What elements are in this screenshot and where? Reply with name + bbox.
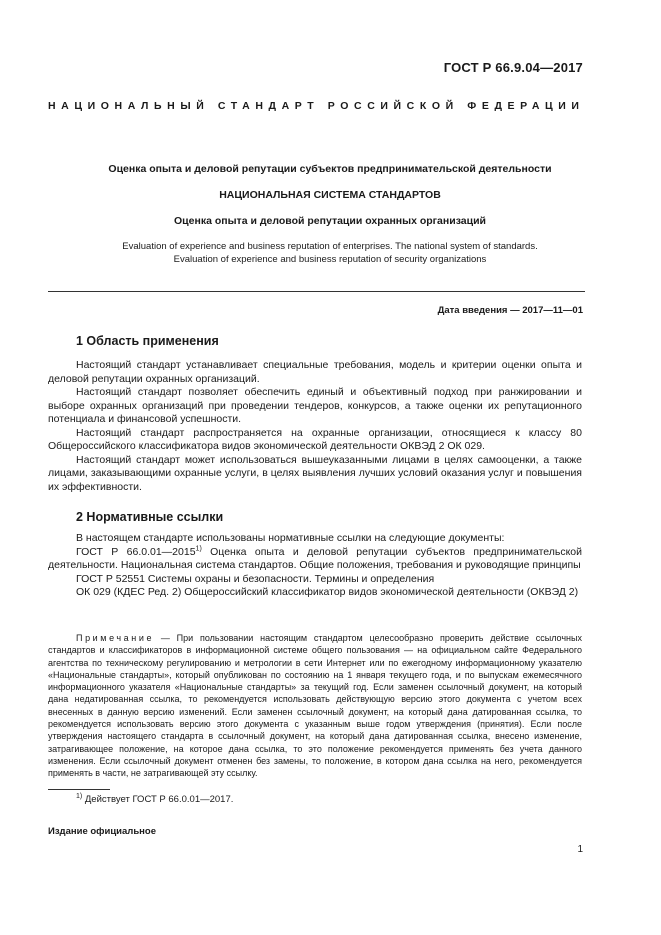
section-1-paragraph: Настоящий стандарт распространяется на охранные организации, относящиеся к классу 80 Общероссийского классификатора видов экономической деятельности ОКВЭД 2 ОК 029. [48,426,582,452]
note-block [48,632,582,780]
section-1-paragraph: Настоящий стандарт может использоваться вышеуказанными лицами в целях самооценки, а также лицами, заказывающими охранные услуги, в целях выявления лучших условий оказания услуг и повышения их эффективности. [48,453,582,493]
system-title: НАЦИОНАЛЬНАЯ СИСТЕМА СТАНДАРТОВ [219,189,441,201]
reference-item: ГОСТ Р 52551 Системы охраны и безопасности. Термины и определения [76,572,435,585]
section-2-heading: 2 Нормативные ссылки [76,510,224,524]
reference-code: ГОСТ Р 66.0.01—2015 [76,545,196,558]
reference-title: Оценка опыта и деловой репутации субъектов предпринимательской деятельности. Национальная система стандартов. Общие положения, требования и руководящие принципы [48,545,583,571]
english-title-line-2: Evaluation of experience and business reputation of security organizations [173,254,487,265]
english-title [40,240,620,266]
footnote-mark: 1) [76,793,83,800]
reference-item [48,546,582,573]
footnote-divider [48,789,110,790]
series-title: Оценка опыта и деловой репутации субъектов предпринимательской деятельности [108,163,552,175]
section-1-heading: 1 Область применения [76,334,219,348]
national-standard-banner: НАЦИОНАЛЬНЫЙ СТАНДАРТ РОССИЙСКОЙ ФЕДЕРАЦИИ [48,100,585,112]
section-1-body [48,359,582,494]
references-intro: В настоящем стандарте использованы нормативные ссылки на следующие документы: [76,532,505,544]
footnote-marker: 1) [195,545,202,552]
introduction-date: Дата введения — 2017—11—01 [437,305,583,316]
section-2-body [48,532,582,600]
section-1-paragraph: Настоящий стандарт устанавливает специальные требования, модель и критерии оценки опыта и деловой репутации охранных организаций. [48,359,582,385]
note-prefix: Примечание [76,633,155,643]
title-divider [48,291,585,292]
document-number: ГОСТ Р 66.9.04—2017 [443,60,583,75]
reference-item: ОК 029 (КДЕС Ред. 2) Общероссийский классификатор видов экономической деятельности (ОКВЭД 2) [76,586,579,598]
footnote-text: Действует ГОСТ Р 66.0.01—2017. [82,794,234,806]
note-text: — При пользовании настоящим стандартом целесообразно проверить действие ссылочных стандартов и классификаторов в информационной системе общего пользования — на официальном сайте Федерального агентства по техническому регулированию и метрологии в сети Интернет или по ежегодному информационному указателю «Национальные стандарты», который опубликован по состоянию на 1 января текущего года, и по выпускам ежемесячного информационного указателя «Национальные стандарты» за текущий год. Если заменен ссылочный документ, на который дана недатированная ссылка, то рекомендуется использовать действующую версию этого документа с учетом всех внесенных в данную версию изменений. Если заменен ссылочный документ, на который дана датированная ссылка, то рекомендуется использовать версию этого документа с указанным выше годом утверждения (принятия). Если после утверждения настоящего стандарта в ссылочный документ, на который дана датированная ссылка, внесено изменение, затрагивающее положение, на которое дана ссылка, то это положение рекомендуется применять без учета данного изменения. Если ссылочный документ отменен без замены, то положение, в котором дана ссылка на него, рекомендуется применять в части, не затрагивающей эту ссылку. [48,633,582,779]
official-edition-label: Издание официальное [48,826,156,837]
english-title-line-1: Evaluation of experience and business reputation of enterprises. The national system of standards. [122,241,538,252]
footnote [76,793,233,805]
page-number: 1 [577,844,583,855]
main-title: Оценка опыта и деловой репутации охранных организаций [174,215,486,227]
section-1-paragraph: Настоящий стандарт позволяет обеспечить единый и объективный подход при ранжировании и выборе охранных организаций при проведении тендеров, конкурсов, а также оценки их репутационного потенциала и финансовой успешности. [48,386,582,425]
